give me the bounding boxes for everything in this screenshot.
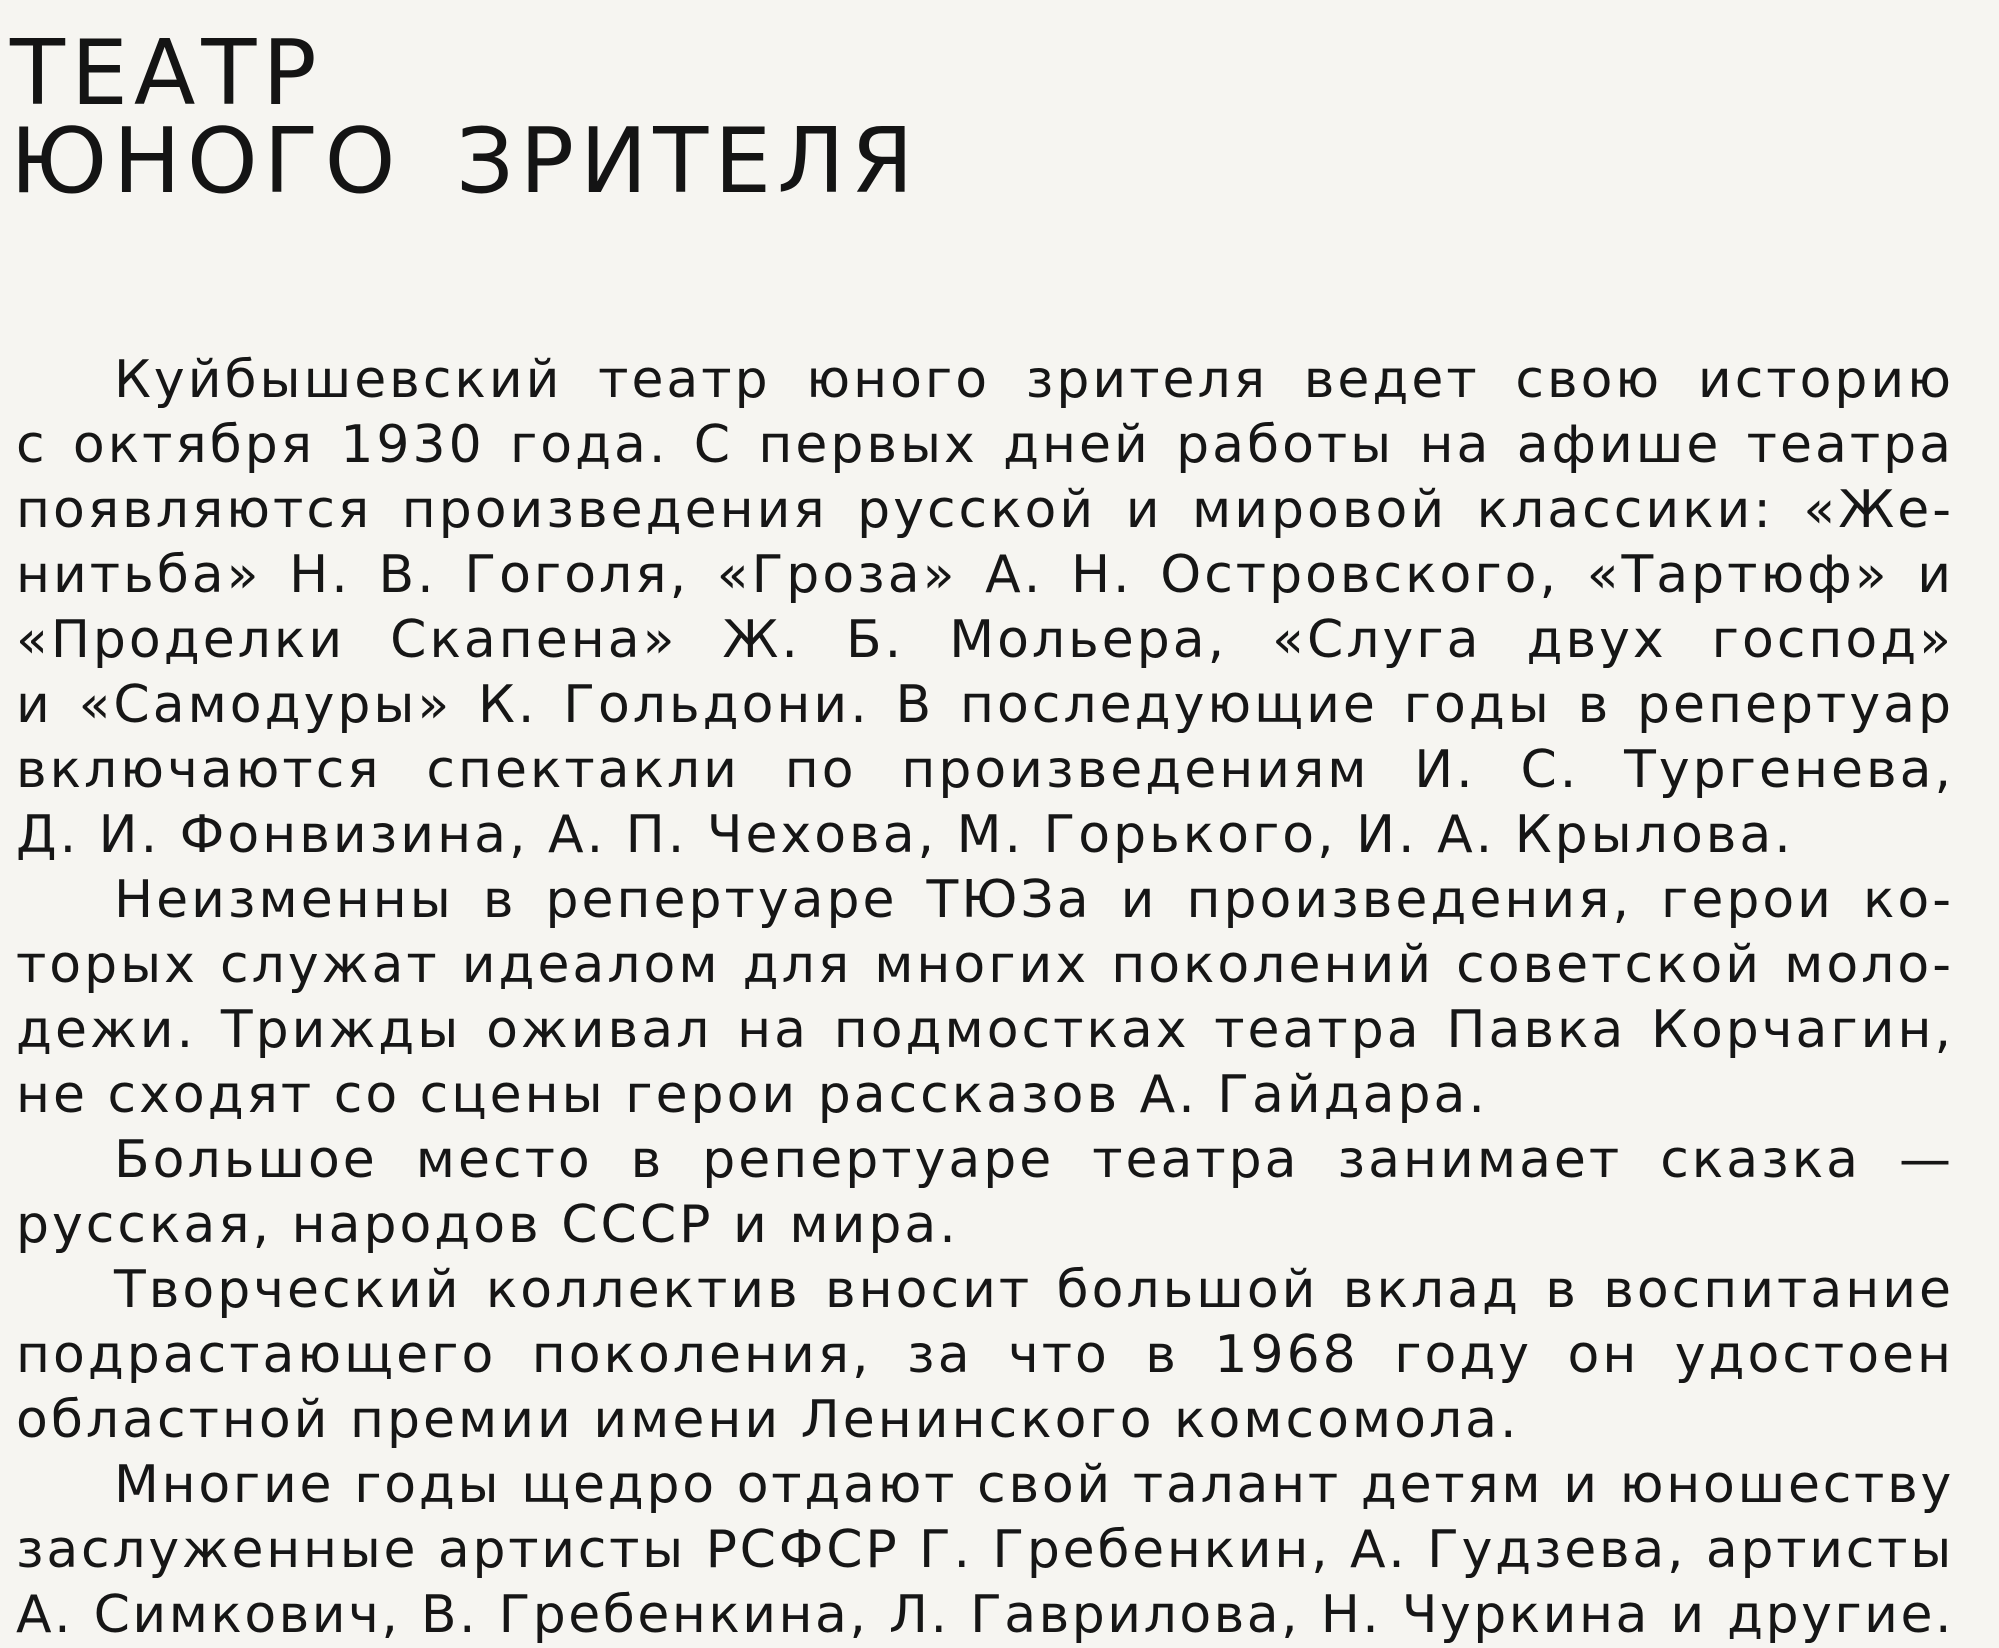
paragraph-2 xyxy=(16,868,1954,1128)
text-line: Д. И. Фонвизина, А. П. Чехова, М. Горького, И. А. Крылова. xyxy=(16,805,1794,865)
paragraph-4 xyxy=(16,1258,1954,1453)
text-line: с октября 1930 года. С первых дней работы на афише театра xyxy=(16,415,1954,475)
text-line: Большое место в репертуаре театра занимает сказка — xyxy=(114,1130,1954,1190)
paragraph-3 xyxy=(16,1128,1954,1258)
text-line: Многие годы щедро отдают свой талант детям и юношеству xyxy=(114,1455,1954,1515)
article-body xyxy=(16,348,1954,1648)
page-title xyxy=(10,21,920,214)
text-line: и «Самодуры» К. Гольдони. В последующие годы в репертуар xyxy=(16,675,1954,735)
title-line-1: ТЕАТР xyxy=(10,21,323,126)
text-line: Неизменны в репертуаре ТЮЗа и произведения, герои ко- xyxy=(114,870,1954,930)
text-line: «Проделки Скапена» Ж. Б. Мольера, «Слуга двух господ» xyxy=(16,610,1954,670)
text-line: А. Симкович, В. Гребенкина, Л. Гаврилова, Н. Чуркина и другие. xyxy=(16,1585,1954,1645)
text-line: областной премии имени Ленинского комсомола. xyxy=(16,1390,1520,1450)
paragraph-5 xyxy=(16,1453,1954,1648)
text-line: включаются спектакли по произведениям И. С. Тургенева, xyxy=(16,740,1954,800)
paragraph-1 xyxy=(16,348,1954,868)
text-line: Творческий коллектив вносит большой вклад в воспитание xyxy=(114,1260,1954,1320)
title-line-2: ЮНОГО ЗРИТЕЛЯ xyxy=(10,109,920,214)
text-line: русская, народов СССР и мира. xyxy=(16,1195,959,1255)
text-line: Куйбышевский театр юного зрителя ведет свою историю xyxy=(114,350,1954,410)
text-line: дежи. Трижды оживал на подмостках театра Павка Корчагин, xyxy=(16,1000,1954,1060)
text-line: нитьба» Н. В. Гоголя, «Гроза» А. Н. Островского, «Тартюф» и xyxy=(16,545,1954,605)
text-line: появляются произведения русской и мировой классики: «Же- xyxy=(16,480,1954,540)
text-line: подрастающего поколения, за что в 1968 году он удостоен xyxy=(16,1325,1954,1385)
text-line: торых служат идеалом для многих поколений советской моло- xyxy=(16,935,1954,995)
text-line: не сходят со сцены герои рассказов А. Гайдара. xyxy=(16,1065,1488,1125)
text-line: заслуженные артисты РСФСР Г. Гребенкин, А. Гудзева, артисты xyxy=(16,1520,1954,1580)
